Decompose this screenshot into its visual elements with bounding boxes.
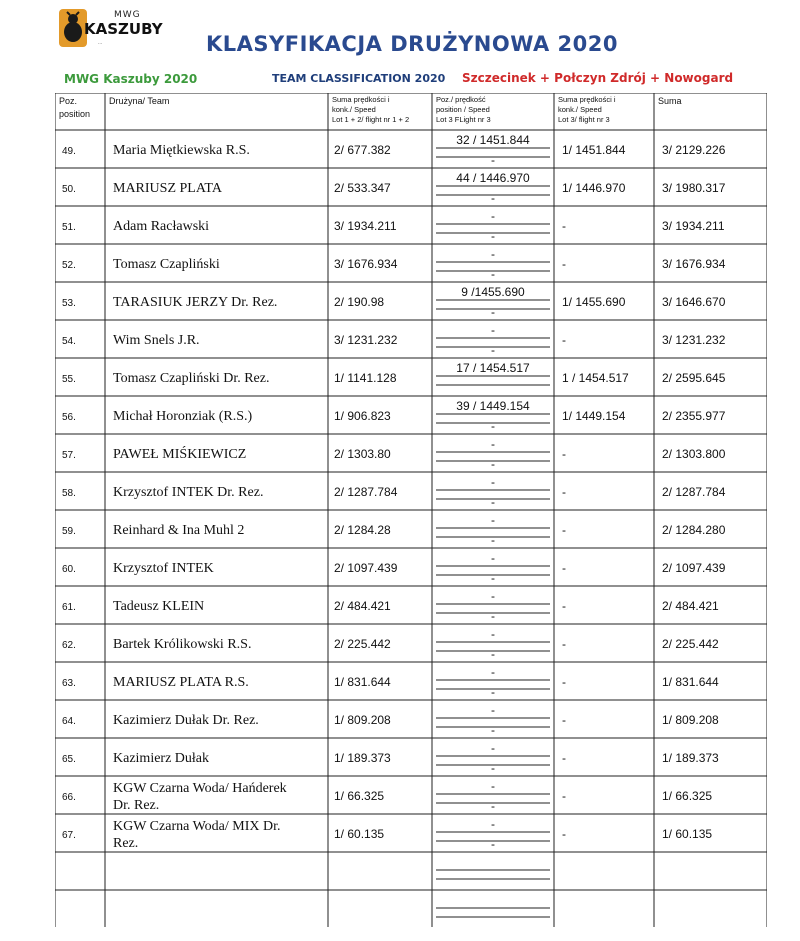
row-flight3-bottom: - bbox=[491, 229, 495, 243]
row-team: TARASIUK JERZY Dr. Rez. bbox=[113, 295, 278, 310]
header-sum-flight3-line: konk./ Speed bbox=[558, 105, 602, 114]
page-title: KLASYFIKACJA DRUŻYNOWA 2020 bbox=[206, 32, 618, 56]
header-team-line: Drużyna/ Team bbox=[109, 96, 170, 106]
logo-mwg-text: MWG bbox=[114, 10, 141, 20]
row-total: 1/ 809.208 bbox=[662, 713, 719, 727]
row-speed-12: 3/ 1934.211 bbox=[334, 219, 397, 233]
row-sum-flight3: - bbox=[562, 713, 566, 727]
row-total: 1/ 831.644 bbox=[662, 675, 719, 689]
row-team: Reinhard & Ina Muhl 2 bbox=[113, 523, 245, 538]
row-sum-flight3: - bbox=[562, 637, 566, 651]
subtitle-left: MWG Kaszuby 2020 bbox=[64, 72, 198, 86]
row-total: 1/ 60.135 bbox=[662, 827, 713, 841]
kaszuby-logo bbox=[58, 8, 166, 50]
header-sum-flight3-line: Lot 3/ flight nr 3 bbox=[558, 115, 610, 124]
row-position: 60. bbox=[62, 564, 76, 575]
row-flight3-top: - bbox=[491, 209, 495, 223]
row-speed-12: 2/ 1284.28 bbox=[334, 523, 391, 537]
row-flight3-bottom: - bbox=[491, 305, 495, 319]
row-flight3-top: - bbox=[491, 247, 495, 261]
row-position: 66. bbox=[62, 792, 76, 803]
row-sum-flight3: - bbox=[562, 599, 566, 613]
row-flight3-top: 44 / 1446.970 bbox=[456, 171, 530, 185]
row-total: 3/ 1934.211 bbox=[662, 219, 725, 233]
row-team: Kazimierz Dułak bbox=[113, 751, 210, 766]
row-flight3-bottom: - bbox=[491, 571, 495, 585]
row-total: 2/ 2355.977 bbox=[662, 409, 726, 423]
row-flight3-top: - bbox=[491, 323, 495, 337]
header-position-line: position bbox=[59, 109, 91, 119]
row-position: 54. bbox=[62, 336, 76, 347]
row-team: KGW Czarna Woda/ Hańderek bbox=[113, 781, 287, 796]
row-speed-12: 1/ 189.373 bbox=[334, 751, 391, 765]
classification-table bbox=[55, 93, 767, 927]
row-position: 62. bbox=[62, 640, 76, 651]
row-total: 3/ 1980.317 bbox=[662, 181, 726, 195]
row-team: Tadeusz KLEIN bbox=[113, 599, 205, 614]
row-total: 2/ 1287.784 bbox=[662, 485, 726, 499]
row-team: Kazimierz Dułak Dr. Rez. bbox=[113, 713, 259, 728]
header-sum-speed-line: Suma prędkości i bbox=[332, 95, 390, 104]
row-flight3-bottom: - bbox=[491, 761, 495, 775]
row-total: 1/ 189.373 bbox=[662, 751, 719, 765]
row-position: 58. bbox=[62, 488, 76, 499]
row-team: Rez. bbox=[113, 836, 139, 851]
row-speed-12: 1/ 906.823 bbox=[334, 409, 391, 423]
row-team: KGW Czarna Woda/ MIX Dr. bbox=[113, 819, 281, 834]
row-speed-12: 1/ 66.325 bbox=[334, 789, 385, 803]
row-team: Tomasz Czapliński bbox=[113, 257, 220, 272]
row-team: Krzysztof INTEK bbox=[113, 561, 214, 576]
row-speed-12: 2/ 225.442 bbox=[334, 637, 391, 651]
row-team: Adam Racławski bbox=[113, 219, 210, 234]
row-speed-12: 2/ 677.382 bbox=[334, 143, 391, 157]
row-sum-flight3: 1/ 1446.970 bbox=[562, 181, 626, 195]
row-speed-12: 2/ 1303.80 bbox=[334, 447, 391, 461]
header-sum-speed-line: konk./ Speed bbox=[332, 105, 376, 114]
row-position: 64. bbox=[62, 716, 76, 727]
row-speed-12: 1/ 831.644 bbox=[334, 675, 391, 689]
logo-tagline: ... bbox=[98, 40, 103, 46]
row-speed-12: 2/ 533.347 bbox=[334, 181, 391, 195]
row-flight3-top: - bbox=[491, 589, 495, 603]
row-sum-flight3: 1/ 1455.690 bbox=[562, 295, 626, 309]
row-position: 51. bbox=[62, 222, 76, 233]
row-speed-12: 3/ 1676.934 bbox=[334, 257, 398, 271]
row-sum-flight3: 1/ 1449.154 bbox=[562, 409, 626, 423]
row-team: Dr. Rez. bbox=[113, 798, 160, 813]
row-position: 56. bbox=[62, 412, 76, 423]
header-total-line: Suma bbox=[658, 96, 682, 106]
row-flight3-bottom: - bbox=[491, 153, 495, 167]
row-total: 2/ 1097.439 bbox=[662, 561, 726, 575]
row-flight3-top: 32 / 1451.844 bbox=[456, 133, 530, 147]
row-total: 1/ 66.325 bbox=[662, 789, 713, 803]
row-flight3-bottom: - bbox=[491, 495, 495, 509]
row-position: 57. bbox=[62, 450, 76, 461]
row-total: 3/ 1231.232 bbox=[662, 333, 726, 347]
row-team: Krzysztof INTEK Dr. Rez. bbox=[113, 485, 264, 500]
row-flight3-top: - bbox=[491, 703, 495, 717]
row-sum-flight3: - bbox=[562, 751, 566, 765]
row-flight3-top: - bbox=[491, 741, 495, 755]
row-sum-flight3: - bbox=[562, 675, 566, 689]
row-team: MARIUSZ PLATA R.S. bbox=[113, 675, 249, 690]
row-team: Tomasz Czapliński Dr. Rez. bbox=[113, 371, 270, 386]
row-sum-flight3: 1 / 1454.517 bbox=[562, 371, 629, 385]
row-flight3-bottom: - bbox=[491, 419, 495, 433]
row-team: Michał Horonziak (R.S.) bbox=[113, 409, 253, 424]
row-flight3-bottom: - bbox=[491, 267, 495, 281]
row-team: Bartek Królikowski R.S. bbox=[113, 637, 252, 652]
row-flight3-top: - bbox=[491, 665, 495, 679]
row-sum-flight3: - bbox=[562, 523, 566, 537]
row-flight3-top: - bbox=[491, 551, 495, 565]
row-flight3-bottom: - bbox=[491, 457, 495, 471]
row-sum-flight3: - bbox=[562, 257, 566, 271]
row-position: 61. bbox=[62, 602, 76, 613]
row-total: 3/ 2129.226 bbox=[662, 143, 726, 157]
row-speed-12: 1/ 1141.128 bbox=[334, 371, 397, 385]
row-speed-12: 1/ 809.208 bbox=[334, 713, 391, 727]
header-flight3-line: Lot 3 FLight nr 3 bbox=[436, 115, 491, 124]
row-flight3-top: - bbox=[491, 475, 495, 489]
row-flight3-bottom: - bbox=[491, 191, 495, 205]
row-flight3-top: 9 /1455.690 bbox=[461, 285, 525, 299]
row-flight3-bottom: - bbox=[491, 647, 495, 661]
row-flight3-bottom: - bbox=[491, 837, 495, 851]
row-flight3-bottom: - bbox=[491, 533, 495, 547]
row-speed-12: 2/ 1287.784 bbox=[334, 485, 398, 499]
row-speed-12: 3/ 1231.232 bbox=[334, 333, 398, 347]
row-flight3-bottom: - bbox=[491, 609, 495, 623]
row-total: 2/ 1303.800 bbox=[662, 447, 726, 461]
row-sum-flight3: - bbox=[562, 561, 566, 575]
row-flight3-top: 17 / 1454.517 bbox=[456, 361, 530, 375]
row-position: 53. bbox=[62, 298, 76, 309]
row-speed-12: 2/ 190.98 bbox=[334, 295, 385, 309]
row-flight3-bottom: - bbox=[491, 799, 495, 813]
row-flight3-top: - bbox=[491, 779, 495, 793]
row-team: Wim Snels J.R. bbox=[113, 333, 200, 348]
row-sum-flight3: - bbox=[562, 485, 566, 499]
row-sum-flight3: - bbox=[562, 827, 566, 841]
row-sum-flight3: - bbox=[562, 447, 566, 461]
row-team: Maria Miętkiewska R.S. bbox=[113, 143, 250, 158]
row-position: 49. bbox=[62, 146, 76, 157]
row-team: PAWEŁ MIŚKIEWICZ bbox=[113, 447, 247, 462]
row-speed-12: 2/ 1097.439 bbox=[334, 561, 398, 575]
row-total: 2/ 225.442 bbox=[662, 637, 719, 651]
row-position: 67. bbox=[62, 830, 76, 841]
logo-brand-text: KASZUBY bbox=[84, 20, 163, 38]
row-sum-flight3: - bbox=[562, 219, 566, 233]
row-position: 63. bbox=[62, 678, 76, 689]
subtitle-right: Szczecinek + Połczyn Zdrój + Nowogard bbox=[462, 71, 734, 85]
row-flight3-top: - bbox=[491, 437, 495, 451]
header-flight3-line: position / Speed bbox=[436, 105, 490, 114]
row-position: 52. bbox=[62, 260, 76, 271]
row-sum-flight3: - bbox=[562, 789, 566, 803]
row-position: 59. bbox=[62, 526, 76, 537]
row-flight3-bottom: - bbox=[491, 685, 495, 699]
row-sum-flight3: 1/ 1451.844 bbox=[562, 143, 626, 157]
row-flight3-top: - bbox=[491, 817, 495, 831]
row-flight3-top: 39 / 1449.154 bbox=[456, 399, 530, 413]
row-total: 3/ 1676.934 bbox=[662, 257, 726, 271]
row-position: 50. bbox=[62, 184, 76, 195]
header-position-line: Poz. bbox=[59, 96, 78, 106]
row-flight3-bottom: - bbox=[491, 723, 495, 737]
row-position: 55. bbox=[62, 374, 76, 385]
header-sum-flight3-line: Suma prędkości i bbox=[558, 95, 616, 104]
row-total: 3/ 1646.670 bbox=[662, 295, 726, 309]
row-flight3-bottom: - bbox=[491, 343, 495, 357]
header-sum-speed-line: Lot 1 + 2/ flight nr 1 + 2 bbox=[332, 115, 410, 124]
row-total: 2/ 1284.280 bbox=[662, 523, 726, 537]
row-flight3-top: - bbox=[491, 627, 495, 641]
row-speed-12: 1/ 60.135 bbox=[334, 827, 385, 841]
row-team: MARIUSZ PLATA bbox=[113, 181, 222, 196]
subtitle-middle: TEAM CLASSIFICATION 2020 bbox=[272, 72, 446, 85]
row-total: 2/ 2595.645 bbox=[662, 371, 726, 385]
row-flight3-top: - bbox=[491, 513, 495, 527]
row-speed-12: 2/ 484.421 bbox=[334, 599, 391, 613]
header-flight3-line: Poz./ prędkość bbox=[436, 95, 486, 104]
row-sum-flight3: - bbox=[562, 333, 566, 347]
row-position: 65. bbox=[62, 754, 76, 765]
row-total: 2/ 484.421 bbox=[662, 599, 719, 613]
